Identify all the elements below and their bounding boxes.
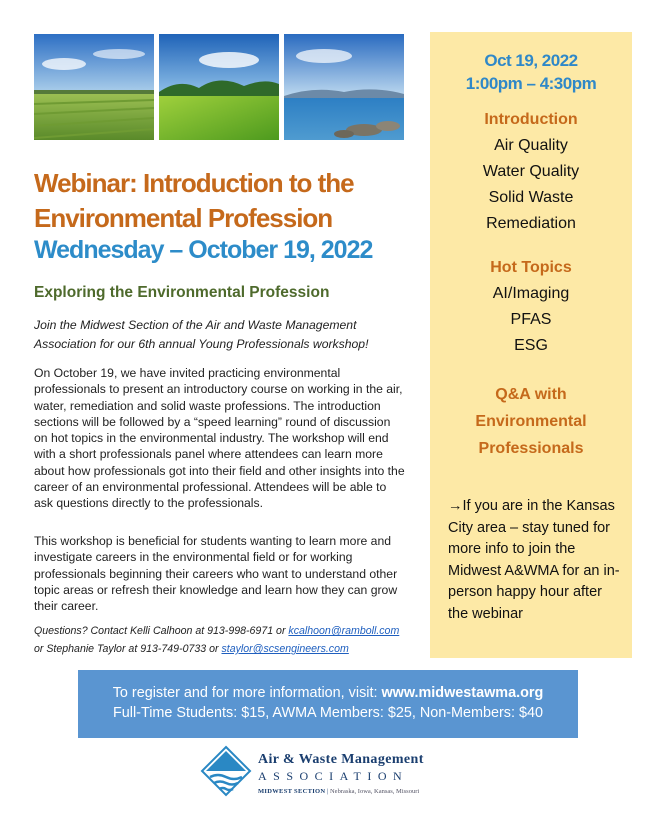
section-subtitle: Exploring the Environmental Profession <box>34 284 330 301</box>
registration-banner <box>78 670 578 738</box>
agenda-item: ESG <box>514 337 548 354</box>
audience-paragraph: This workshop is beneficial for students wanting to learn more and investigate careers in the environmental field or for working professionals beginning their careers who want to understand other topic areas or refresh their knowledge and learn how they can grow their career. <box>34 534 398 614</box>
header-photo-strip <box>34 34 404 140</box>
agenda-item: AI/Imaging <box>492 285 570 302</box>
lake-photo <box>284 34 404 140</box>
description-paragraph: On October 19, we have invited practicing environmental professionals to present an introductory course on working in the air, water, remediation and solid waste professions. The introduction sections will be followed by a “speed learning” round of discussion on hot topics in the environmental industry. The workshop will end with a short professionals panel where attendees can learn more about how professionals got into their field and other insights into the career of an environmental professional. Attendees will be able to ask questions directly to the professionals. <box>34 366 405 511</box>
crop-field-photo <box>34 34 154 140</box>
contact-line-1: Questions? Contact Kelli Calhoon at 913-998-6971 or <box>34 625 289 637</box>
email-link-staylor[interactable]: staylor@scsengineers.com <box>221 643 349 655</box>
agenda-section-qa <box>430 381 632 462</box>
pricing-line: Full-Time Students: $15, AWMA Members: $25, Non-Members: $40 <box>112 705 544 721</box>
webinar-date: Wednesday – October 19, 2022 <box>34 236 373 264</box>
logo-association-word: ASSOCIATION <box>258 769 409 783</box>
contact-line-2: or Stephanie Taylor at 913-749-0733 or <box>34 643 222 655</box>
logo-organization-name: Air & Waste Management <box>258 752 424 767</box>
agenda-item: Remediation <box>486 215 576 232</box>
agenda-heading-qa-line: Environmental <box>475 413 587 430</box>
meadow-photo <box>159 34 279 140</box>
logo-section-line: MIDWEST SECTION | Nebraska, Iowa, Kansas, Missouri <box>258 788 420 795</box>
agenda-heading-qa-line: Professionals <box>478 440 584 457</box>
contact-info <box>34 622 424 658</box>
register-prefix: To register and for more information, visit: <box>112 685 382 701</box>
intro-paragraph: Join the Midwest Section of the Air and Waste Management Association for our 6th annual Young Professionals workshop! <box>34 318 369 351</box>
agenda-section-hot-topics <box>430 255 632 359</box>
awma-diamond-icon <box>200 745 252 797</box>
webinar-title: Webinar: Introduction to the Environmental Profession <box>34 168 354 233</box>
agenda-heading-introduction: Introduction <box>484 111 578 128</box>
awma-logo <box>200 745 460 805</box>
agenda-item: PFAS <box>510 311 552 328</box>
agenda-item: Solid Waste <box>488 189 574 206</box>
sidebar-time: 1:00pm – 4:30pm <box>465 74 597 93</box>
website-link[interactable]: www.midwestawma.org <box>381 685 544 701</box>
agenda-item: Air Quality <box>494 137 568 154</box>
agenda-heading-hot-topics: Hot Topics <box>490 259 572 276</box>
agenda-sidebar <box>430 32 632 658</box>
agenda-section-introduction <box>430 107 632 237</box>
logo-section-states: Nebraska, Iowa, Kansas, Missouri <box>329 788 420 795</box>
logo-section-name: MIDWEST SECTION <box>258 788 326 795</box>
sidebar-date: Oct 19, 2022 <box>484 51 578 70</box>
email-link-kcalhoon[interactable]: kcalhoon@ramboll.com <box>288 625 400 637</box>
agenda-item: Water Quality <box>482 163 580 180</box>
happy-hour-note: →If you are in the Kansas City area – stay tuned for more info to join the Midwest A&WMA for an in-person happy hour after the webinar <box>448 498 620 622</box>
agenda-heading-qa-line: Q&A with <box>495 386 567 403</box>
